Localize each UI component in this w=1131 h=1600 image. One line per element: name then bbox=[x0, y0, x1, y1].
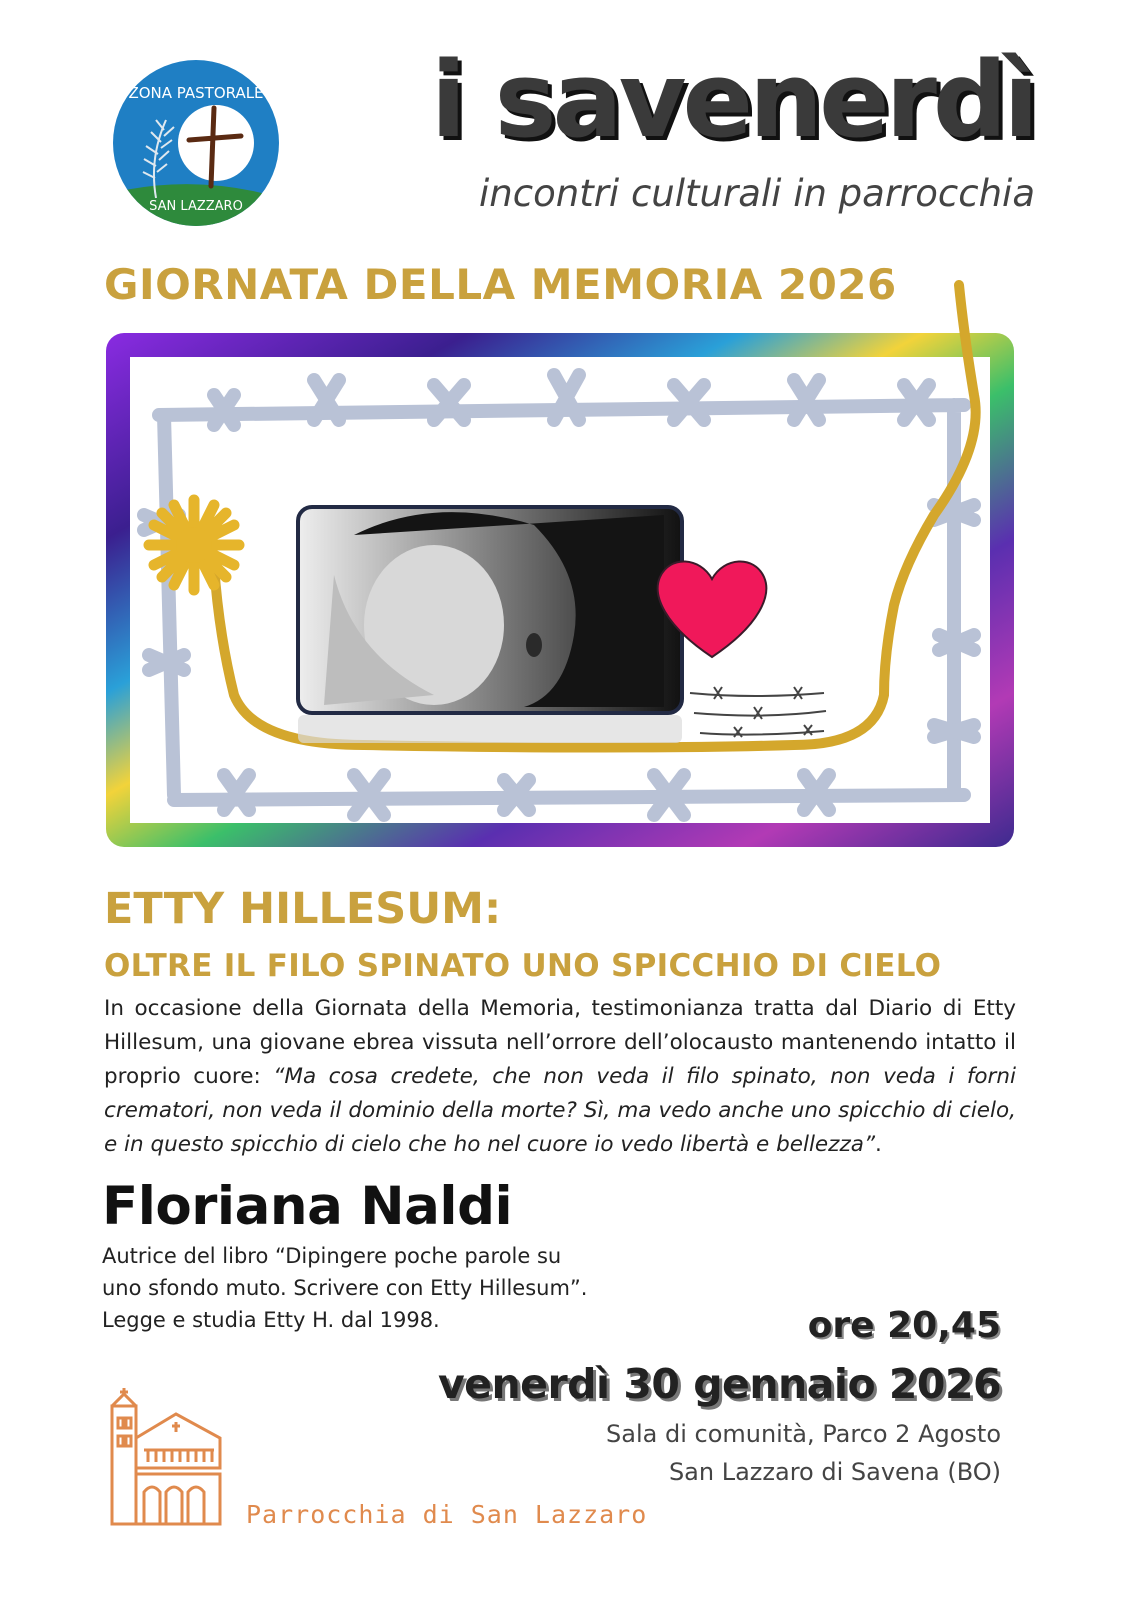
topic-heading: ETTY HILLESUM: bbox=[104, 884, 502, 934]
author-name: Floriana Naldi bbox=[102, 1176, 513, 1237]
parish-name: Parrocchia di San Lazzaro bbox=[246, 1500, 648, 1529]
event-time: ore 20,45 bbox=[807, 1305, 1001, 1346]
woman-portrait-photo bbox=[298, 507, 682, 743]
venue-line: Sala di comunità, Parco 2 Agosto bbox=[606, 1420, 1001, 1448]
description-end: . bbox=[875, 1132, 882, 1157]
event-description bbox=[104, 992, 1016, 1162]
logo-top-text: ZONA PASTORALE bbox=[128, 84, 264, 102]
event-heading: GIORNATA DELLA MEMORIA 2026 bbox=[104, 260, 897, 309]
event-date: venerdì 30 gennaio 2026 bbox=[437, 1360, 1001, 1408]
venue-line: San Lazzaro di Savena (BO) bbox=[668, 1458, 1001, 1486]
artwork-frame bbox=[104, 275, 1044, 865]
sun-flower-icon bbox=[149, 500, 239, 590]
description-intro: In occasione della Giornata della Memoria, testimonianza tratta dal Diario di Etty Hillesum, una giovane ebrea vissuta nell’orrore dell’olocausto mantenendo intatto il proprio cuore: bbox=[104, 996, 1016, 1089]
author-bio-line: Autrice del libro “Dipingere poche parole su bbox=[102, 1244, 562, 1268]
church-icon bbox=[104, 1388, 228, 1528]
topic-subheading: OLTRE IL FILO SPINATO UNO SPICCHIO DI CIELO bbox=[104, 948, 942, 984]
description-quote: “Ma cosa credete, che non veda il filo spinato, non veda i forni crematori, non veda il dominio della morte? Sì, ma vedo anche uno spicchio di cielo, e in questo spicchio di cielo che ho nel cuore io vedo libertà e bellezza” bbox=[104, 1064, 1016, 1157]
series-subtitle: incontri culturali in parrocchia bbox=[479, 172, 1035, 215]
logo-bottom-text: SAN LAZZARO bbox=[149, 199, 243, 214]
zona-pastorale-logo bbox=[111, 58, 281, 228]
author-bio-line: Legge e studia Etty H. dal 1998. bbox=[102, 1308, 440, 1332]
series-title: i savenerdì bbox=[430, 39, 1035, 161]
author-bio-line: uno sfondo muto. Scrivere con Etty Hillesum”. bbox=[102, 1276, 588, 1300]
author-bio bbox=[102, 1240, 662, 1336]
